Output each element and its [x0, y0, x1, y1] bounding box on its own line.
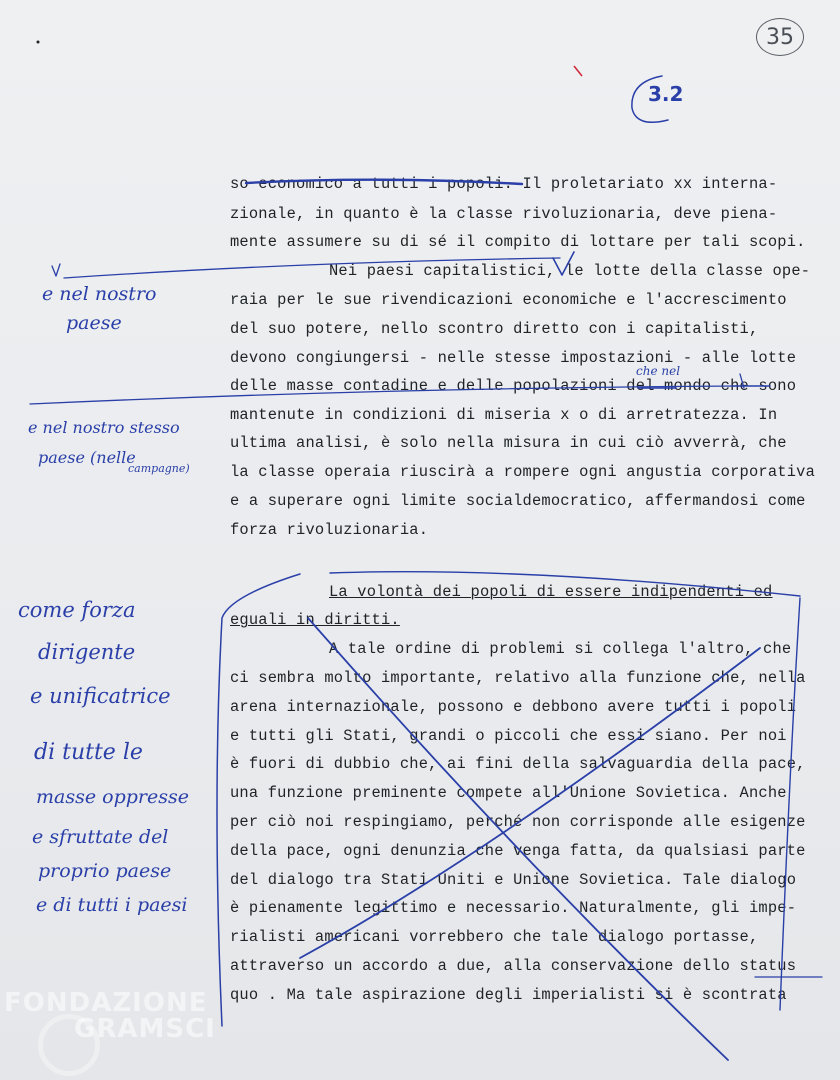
- typed-line: delle masse contadine e delle popolazioni del mondo che sono: [230, 377, 797, 395]
- watermark-line: GRAMSCI: [74, 1014, 216, 1044]
- handwritten-line: di tutte le: [34, 740, 143, 765]
- typed-line: devono congiungersi - nelle stesse impostazioni - alle lotte: [230, 349, 797, 367]
- typed-line: arena internazionale, possono e debbono avere tutti i popoli: [230, 698, 797, 716]
- typed-line: rialisti americani vorrebbero che tale dialogo portasse,: [230, 928, 759, 946]
- typed-line: e tutti gli Stati, grandi o piccoli che essi siano. Per noi: [230, 727, 787, 745]
- handwritten-line: e unificatrice: [30, 684, 171, 708]
- left-bracket: [217, 574, 300, 1026]
- typed-line: A tale ordine di problemi si collega l'altro, che: [329, 640, 792, 658]
- right-bracket: [780, 598, 800, 1010]
- typed-line: del dialogo tra Stati Uniti e Unione Sovietica. Tale dialogo: [230, 871, 797, 889]
- check-mark: [553, 252, 574, 275]
- insertion-che-nel: che nel: [636, 364, 681, 378]
- heading-line: eguali in diritti.: [230, 611, 400, 629]
- typed-line: una funzione preminente compete all'Unione Sovietica. Anche: [230, 784, 787, 802]
- folio-circle: [632, 76, 668, 122]
- page-number: 35: [756, 18, 804, 56]
- heading-arc: [330, 572, 800, 596]
- typed-line: mantenute in condizioni di miseria x o di arretratezza. In: [230, 406, 778, 424]
- typed-line: Nei paesi capitalistici, le lotte della classe ope-: [329, 262, 811, 280]
- folio-mark: 3.2: [648, 82, 684, 106]
- heading-line: La volontà dei popoli di essere indipendenti ed: [329, 583, 773, 601]
- handwritten-line: paese: [66, 312, 122, 334]
- handwritten-line: e nel nostro: [42, 283, 157, 305]
- typed-line: e a superare ogni limite socialdemocratico, affermandosi come: [230, 492, 806, 510]
- typed-line: quo . Ma tale aspirazione degli imperialisti si è scontrata: [230, 986, 787, 1004]
- arrow-paesi: [64, 258, 560, 278]
- typed-line: la classe operaia riuscirà a rompere ogni angustia corporativa: [230, 463, 816, 481]
- handwritten-line: campagne): [128, 462, 190, 475]
- typed-line: ultima analisi, è solo nella misura in cui ciò avverrà, che: [230, 434, 787, 452]
- handwritten-line: masse oppresse: [36, 786, 189, 808]
- check-mark-left: [52, 264, 60, 276]
- handwritten-line: e di tutti i paesi: [36, 894, 188, 916]
- typed-line: per ciò noi respingiamo, perché non corrisponde alle esigenze: [230, 813, 806, 831]
- typed-line: della pace, ogni denunzia che venga fatta, da qualsiasi parte: [230, 842, 806, 860]
- guide-line-2: [30, 386, 738, 404]
- watermark-line: FONDAZIONE: [4, 988, 208, 1018]
- handwritten-line: e nel nostro stesso: [28, 418, 180, 437]
- red-tick: [574, 66, 582, 76]
- handwritten-line: dirigente: [38, 640, 136, 664]
- typed-line: attraverso un accordo a due, alla conservazione dello status: [230, 957, 797, 975]
- handwritten-line: paese (nelle: [38, 448, 136, 467]
- handwritten-line: e sfruttate del: [32, 826, 169, 848]
- strike-first-line: [246, 180, 522, 184]
- typed-line: mente assumere su di sé il compito di lottare per tali scopi.: [230, 233, 806, 251]
- typed-line: forza rivoluzionaria.: [230, 521, 429, 539]
- typed-line: so economico a tutti i popoli. Il proletariato xx interna-: [230, 175, 778, 193]
- watermark-g-logo: [38, 1014, 100, 1076]
- archive-watermark: [4, 988, 216, 1044]
- typed-line: raia per le sue rivendicazioni economiche e l'accrescimento: [230, 291, 787, 309]
- cross-stroke-2: [308, 618, 728, 1060]
- handwritten-line: proprio paese: [38, 860, 172, 882]
- cross-stroke-1: [300, 648, 760, 958]
- handwritten-line: come forza: [18, 598, 136, 622]
- typed-line: è pienamente legittimo e necessario. Naturalmente, gli impe-: [230, 899, 797, 917]
- typed-line: è fuori di dubbio che, ai fini della salvaguardia della pace,: [230, 755, 806, 773]
- speck: [37, 41, 40, 44]
- typed-line: del suo potere, nello scontro diretto con i capitalisti,: [230, 320, 759, 338]
- typed-line: zionale, in quanto è la classe rivoluzionaria, deve piena-: [230, 205, 778, 223]
- typed-line: ci sembra molto importante, relativo alla funzione che, nella: [230, 669, 806, 687]
